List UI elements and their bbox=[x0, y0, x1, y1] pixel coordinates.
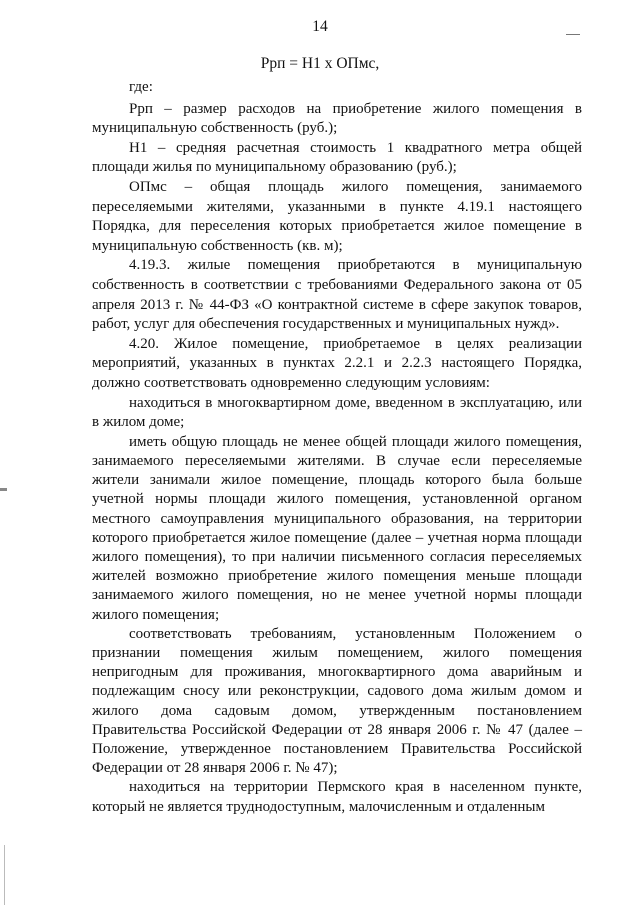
paragraph-condition-territory: находиться на территории Пермского края в населенном пункте, который не является труднодоступным, малочисленным и отдаленным bbox=[92, 779, 582, 815]
formula: Рpп = Н1 х ОПмс, bbox=[260, 55, 380, 72]
page-number: 14 bbox=[312, 18, 328, 35]
scan-artifact-edge bbox=[4, 845, 5, 905]
paragraph-condition-requirements: соответствовать требованиям, установленным Положением о признании помещения жилым помещением, жилого помещения непригодным для проживания, многоквартирного дома аварийным и подлежащим сносу или реконструкции, садового дома жилым домом и жилого дома садовым домом, утвержденным постановлением Правительства Российской Федерации от 28 января 2006 г. № 47 (далее – Положение, утвержденное постановлением Правительства Российской Федерации от 28 января 2006 г. № 47); bbox=[92, 625, 582, 777]
paragraph-where: где: bbox=[129, 79, 153, 95]
paragraph-4-19-3: 4.19.3. жилые помещения приобретаются в муниципальную собственность в соответствии с требованиями Федерального закона от 05 апреля 2013 г. № 44-ФЗ «О контрактной системе в сфере закупок товаров, работ, услуг для обеспечения государственных и муниципальных нужд». bbox=[92, 257, 582, 333]
paragraph-rpp-definition: Рpп – размер расходов на приобретение жилого помещения в муниципальную собственность (руб.); bbox=[92, 100, 582, 137]
scan-artifact-mark bbox=[0, 488, 7, 491]
paragraph-condition-location: находиться в многоквартирном доме, введенном в эксплуатацию, или в жилом доме; bbox=[92, 394, 582, 431]
paragraph-4-20: 4.20. Жилое помещение, приобретаемое в целях реализации мероприятий, указанных в пунктах 2.2.1 и 2.2.3 настоящего Порядка, должно соответствовать одновременно следующим условиям: bbox=[92, 335, 582, 391]
paragraph-opms-definition: ОПмс – общая площадь жилого помещения, занимаемого переселяемыми жителями, указанными в пункте 4.19.1 настоящего Порядка, для переселения которых приобретается жилое помещение в муниципальную собственность (кв. м); bbox=[92, 178, 582, 254]
paragraph-condition-area: иметь общую площадь не менее общей площади жилого помещения, занимаемого переселяемыми жителями. В случае если переселяемые жители занимали жилое помещение, площадь которого была больше учетной нормы площади жилого помещения, установленной органом местного самоуправления муниципального образования, на территории которого приобретается жилое помещение (далее – учетная норма площади жилого помещения), то при наличии письменного согласия переселяемых жителей возможно приобретение жилого помещения меньше площади занимаемого жилого помещения, но не менее учетной нормы площади жилого помещения; bbox=[92, 433, 582, 623]
document-body bbox=[92, 78, 582, 818]
paragraph-h1-definition: Н1 – средняя расчетная стоимость 1 квадратного метра общей площади жилья по муниципальному образованию (руб.); bbox=[92, 139, 582, 176]
